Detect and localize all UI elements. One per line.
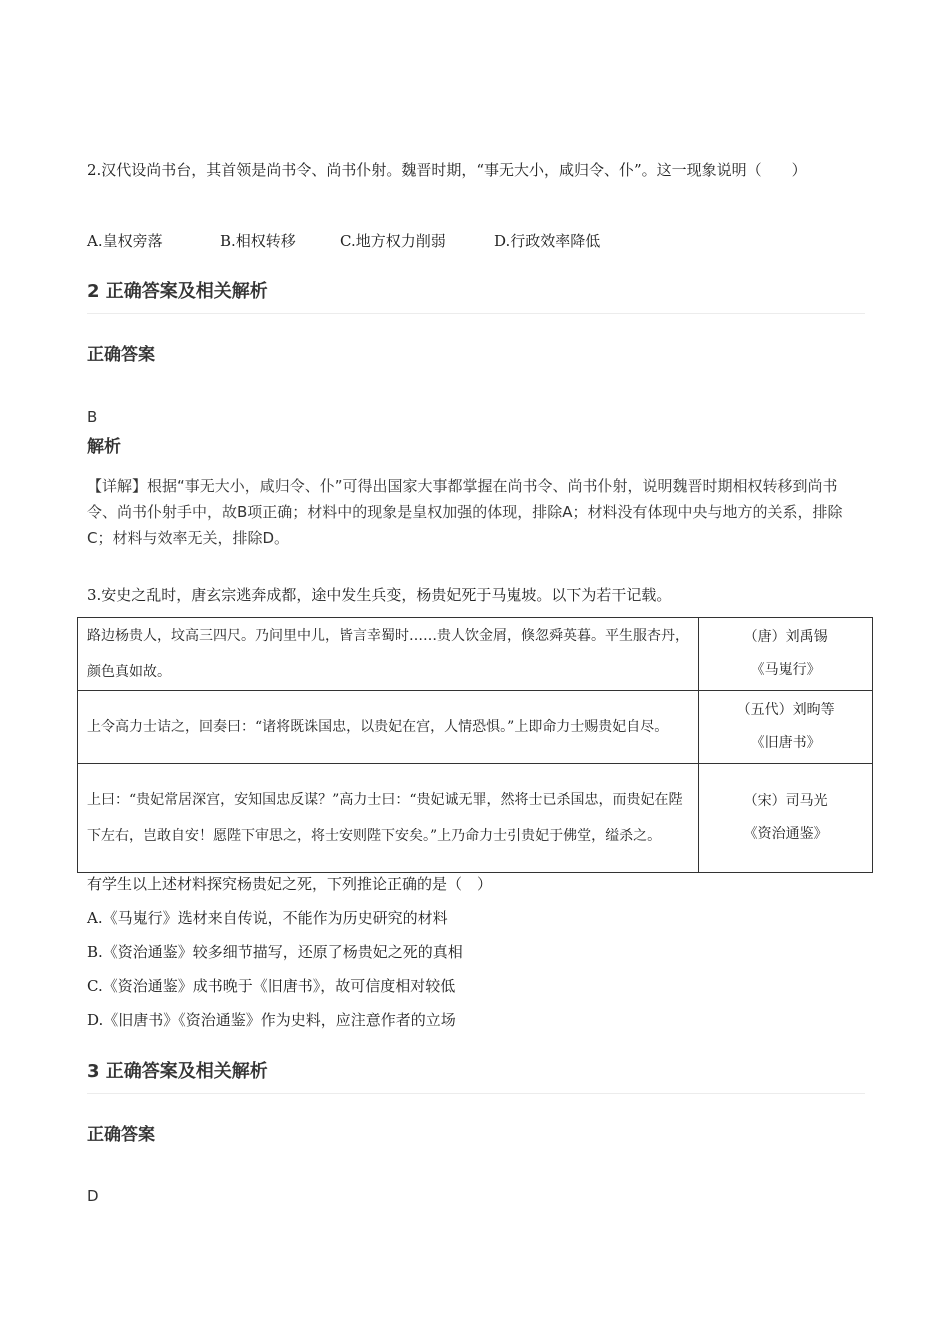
sec3-answer-heading: 正确答案 — [87, 1125, 155, 1145]
q3-stem: 3.安史之乱时，唐玄宗逃奔成都，途中发生兵变，杨贵妃死于马嵬坡。以下为若干记载。 — [87, 586, 672, 604]
q2-stem: 2.汉代设尚书台，其首领是尚书令、尚书仆射。魏晋时期，“事无大小，咸归令、仆”。这一现象说明（ ） — [87, 161, 807, 179]
source-text-3: 上曰：“贵妃常居深宫，安知国忠反谋？”高力士曰：“贵妃诚无罪，然将士已杀国忠，而贵妃在陛下左右，岂敢自安！愿陛下审思之，将士安则陛下安矣。”上乃命力士引贵妃于佛堂，缢杀之。 — [78, 764, 699, 873]
source-ref-2 — [699, 691, 873, 764]
source-ref-1 — [699, 618, 873, 691]
table-row — [78, 691, 873, 764]
source-ref-3 — [699, 764, 873, 873]
q3-question: 有学生以上述材料探究杨贵妃之死，下列推论正确的是（ ） — [87, 875, 493, 893]
q2-option-d[interactable]: D.行政效率降低 — [494, 232, 601, 250]
q3-source-table — [77, 617, 873, 873]
sec2-analysis: 【详解】根据“事无大小，咸归令、仆”可得出国家大事都掌握在尚书令、尚书仆射，说明魏晋时期相权转移到尚书令、尚书仆射手中，故B项正确；材料中的现象是皇权加强的体现，排除A；材料没有体现中央与地方的关系，排除C；材料与效率无关，排除D。 — [87, 477, 843, 547]
q3-option-a[interactable]: A.《马嵬行》选材来自传说，不能作为历史研究的材料 — [87, 909, 448, 927]
q3-option-d[interactable]: D.《旧唐书》《资治通鉴》作为史料，应注意作者的立场 — [87, 1011, 456, 1029]
q2-option-c[interactable]: C.地方权力削弱 — [340, 232, 446, 250]
sec3-answer: D — [87, 1187, 99, 1205]
sec2-title: 2 正确答案及相关解析 — [87, 281, 268, 302]
q2-option-a[interactable]: A.皇权旁落 — [87, 232, 163, 250]
source-author-2: （五代）刘昫等 — [736, 702, 835, 718]
source-author-3: （宋）司马光 — [743, 793, 828, 809]
table-row — [78, 618, 873, 691]
sec3-divider — [87, 1093, 865, 1094]
source-work-2: 《旧唐书》 — [750, 735, 821, 751]
source-work-1: 《马嵬行》 — [750, 662, 821, 678]
table-row — [78, 764, 873, 873]
source-work-3: 《资治通鉴》 — [743, 826, 828, 842]
q3-option-b[interactable]: B.《资治通鉴》较多细节描写，还原了杨贵妃之死的真相 — [87, 943, 463, 961]
sec2-answer: B — [87, 408, 98, 426]
sec2-analysis-heading: 解析 — [87, 437, 121, 457]
source-text-1: 路边杨贵人，坟高三四尺。乃问里中儿，皆言幸蜀时……贵人饮金屑，倏忽舜英暮。平生服杏丹，颜色真如故。 — [78, 618, 699, 691]
q3-option-c[interactable]: C.《资治通鉴》成书晚于《旧唐书》，故可信度相对较低 — [87, 977, 456, 995]
sec3-title: 3 正确答案及相关解析 — [87, 1061, 268, 1082]
q2-options — [87, 230, 600, 251]
source-text-2: 上令高力士诘之，回奏曰：“诸将既诛国忠，以贵妃在宫，人情恐惧。”上即命力士赐贵妃自尽。 — [78, 691, 699, 764]
sec2-divider — [87, 313, 865, 314]
source-author-1: （唐）刘禹锡 — [743, 629, 828, 645]
q2-option-b[interactable]: B.相权转移 — [220, 232, 296, 250]
sec2-answer-heading: 正确答案 — [87, 345, 155, 365]
